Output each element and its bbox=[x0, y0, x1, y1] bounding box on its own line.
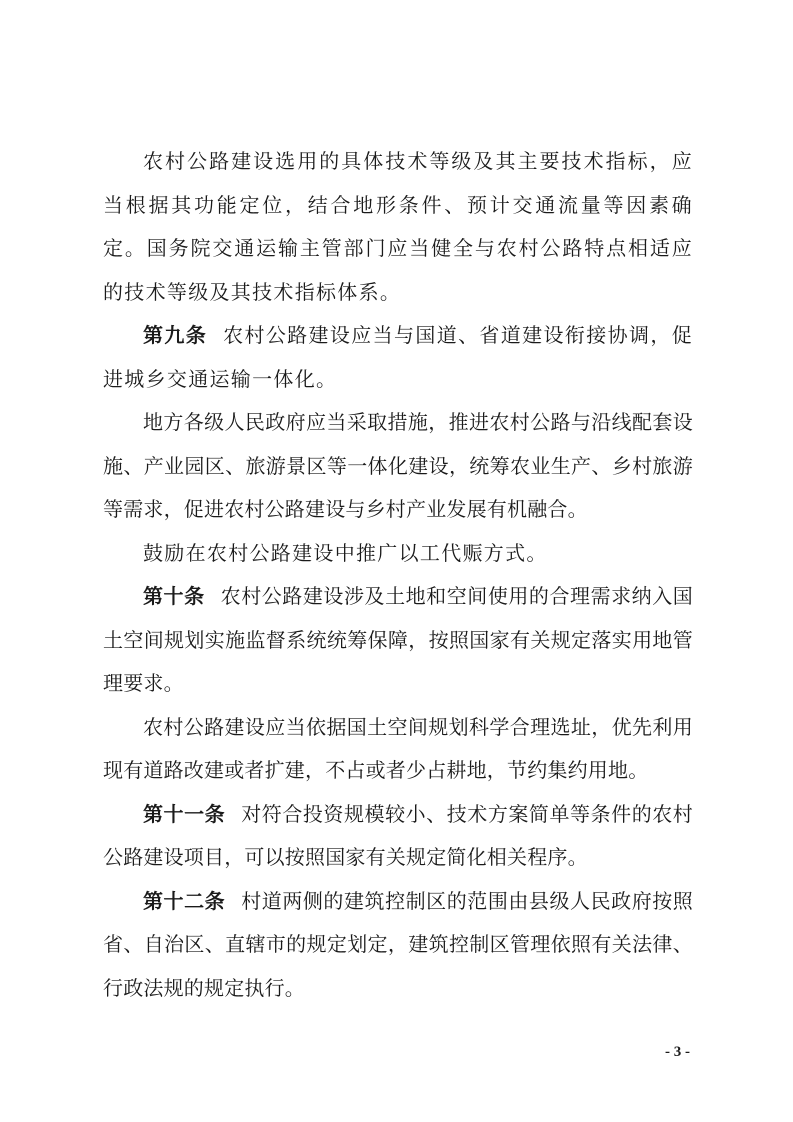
page-number: - 3 - bbox=[665, 1044, 690, 1060]
article-9 bbox=[103, 314, 693, 401]
paragraph-text: 对符合投资规模较小、技术方案简单等条件的农村公路建设项目，可以按照国家有关规定简化相关程序。 bbox=[103, 801, 693, 869]
paragraph-integration bbox=[103, 401, 693, 532]
article-10 bbox=[103, 575, 693, 706]
article-label: 第十条 bbox=[143, 584, 205, 608]
paragraph-text: 农村公路建设应当与国道、省道建设衔接协调，促进城乡交通运输一体化。 bbox=[103, 323, 693, 391]
article-12 bbox=[103, 880, 693, 1011]
article-label: 第十一条 bbox=[143, 801, 226, 826]
paragraph-text: 农村公路建设选用的具体技术等级及其主要技术指标，应当根据其功能定位，结合地形条件、预计交通流量等因素确定。国务院交通运输主管部门应当健全与农村公路特点相适应的技术等级及其技术指标体系。 bbox=[103, 149, 693, 304]
paragraph-text: 村道两侧的建筑控制区的范围由县级人民政府按照省、自治区、直辖市的规定划定，建筑控制区管理依照有关法律、行政法规的规定执行。 bbox=[103, 888, 693, 1000]
paragraph-text: 地方各级人民政府应当采取措施，推进农村公路与沿线配套设施、产业园区、旅游景区等一体化建设，统筹农业生产、乡村旅游等需求，促进农村公路建设与乡村产业发展有机融合。 bbox=[103, 410, 693, 521]
paragraph-tech-standards bbox=[103, 140, 693, 314]
article-11 bbox=[103, 793, 693, 880]
article-label: 第九条 bbox=[143, 323, 208, 347]
paragraph-text: 农村公路建设应当依据国土空间规划科学合理选址，优先利用现有道路改建或者扩建，不占或者少占耕地，节约集约用地。 bbox=[103, 714, 693, 782]
paragraph-text: 鼓励在农村公路建设中推广以工代赈方式。 bbox=[143, 540, 548, 565]
article-label: 第十二条 bbox=[143, 888, 226, 913]
paragraph-work-relief bbox=[103, 532, 693, 576]
paragraph-site-selection bbox=[103, 706, 693, 793]
document-body bbox=[103, 140, 693, 1010]
paragraph-text: 农村公路建设涉及土地和空间使用的合理需求纳入国土空间规划实施监督系统统筹保障，按照国家有关规定落实用地管理要求。 bbox=[103, 584, 693, 695]
